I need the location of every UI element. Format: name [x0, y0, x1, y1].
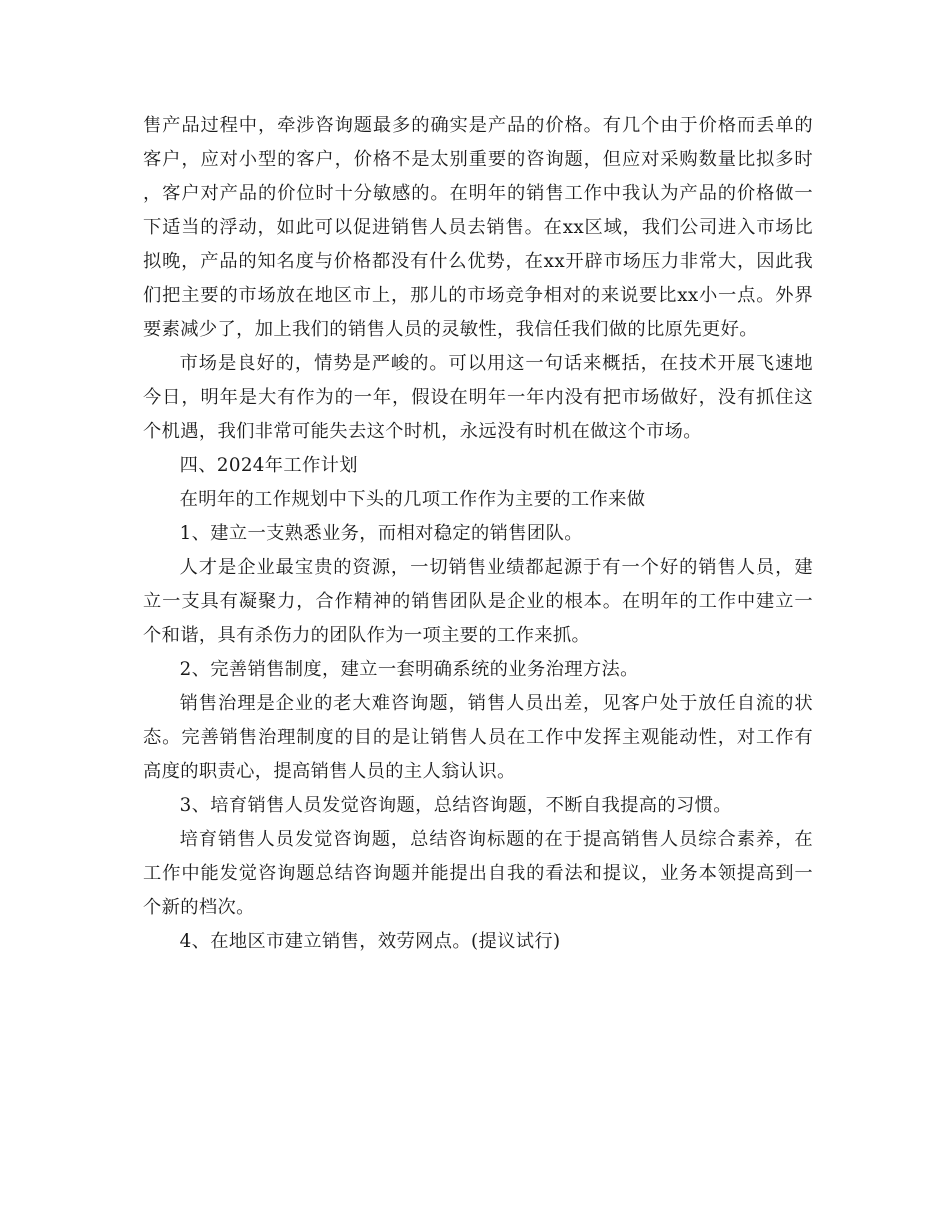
document-body [143, 109, 813, 959]
plan-item-3-heading: 3、培育销售人员发觉咨询题，总结咨询题，不断自我提高的习惯。 [179, 795, 732, 816]
plan-item-1-heading: 1、建立一支熟悉业务，而相对稳定的销售团队。 [179, 523, 583, 544]
paragraph-market-outlook: 市场是良好的，情势是严峻的。可以用这一句话来概括，在技术开展飞速地今日，明年是大有作为的一年，假设在明年一年内没有把市场做好，没有抓住这个机遇，我们非常可能失去这个时机，永远没有时机在做这个市场。 [143, 353, 813, 442]
section-heading-work-plan: 四、2024年工作计划 [179, 455, 358, 476]
plan-item-2-heading: 2、完善销售制度，建立一套明确系统的业务治理方法。 [179, 659, 639, 680]
plan-item-1-body: 人才是企业最宝贵的资源，一切销售业绩都起源于有一个好的销售人员，建立一支具有凝聚力，合作精神的销售团队是企业的根本。在明年的工作中建立一个和谐，具有杀伤力的团队作为一项主要的工作来抓。 [143, 557, 813, 646]
plan-item-2-body: 销售治理是企业的老大难咨询题，销售人员出差，见客户处于放任自流的状态。完善销售治理制度的目的是让销售人员在工作中发挥主观能动性，对工作有高度的职责心，提高销售人员的主人翁认识。 [143, 693, 813, 782]
paragraph-plan-intro: 在明年的工作规划中下头的几项工作作为主要的工作来做 [179, 489, 646, 510]
plan-item-4-heading: 4、在地区市建立销售，效劳网点。(提议试行) [179, 931, 561, 952]
paragraph-pricing: 售产品过程中，牵涉咨询题最多的确实是产品的价格。有几个由于价格而丢单的客户，应对小型的客户，价格不是太别重要的咨询题，但应对采购数量比拟多时，客户对产品的价位时十分敏感的。在明年的销售工作中我认为产品的价格做一下适当的浮动，如此可以促进销售人员去销售。在xx区域，我们公司进入市场比拟晚，产品的知名度与价格都没有什么优势，在xx开辟市场压力非常大，因此我们把主要的市场放在地区市上，那儿的市场竞争相对的来说要比xx小一点。外界要素减少了，加上我们的销售人员的灵敏性，我信任我们做的比原先更好。 [143, 115, 813, 340]
plan-item-3-body: 培育销售人员发觉咨询题，总结咨询标题的在于提高销售人员综合素养，在工作中能发觉咨询题总结咨询题并能提出自我的看法和提议，业务本领提高到一个新的档次。 [143, 829, 813, 918]
